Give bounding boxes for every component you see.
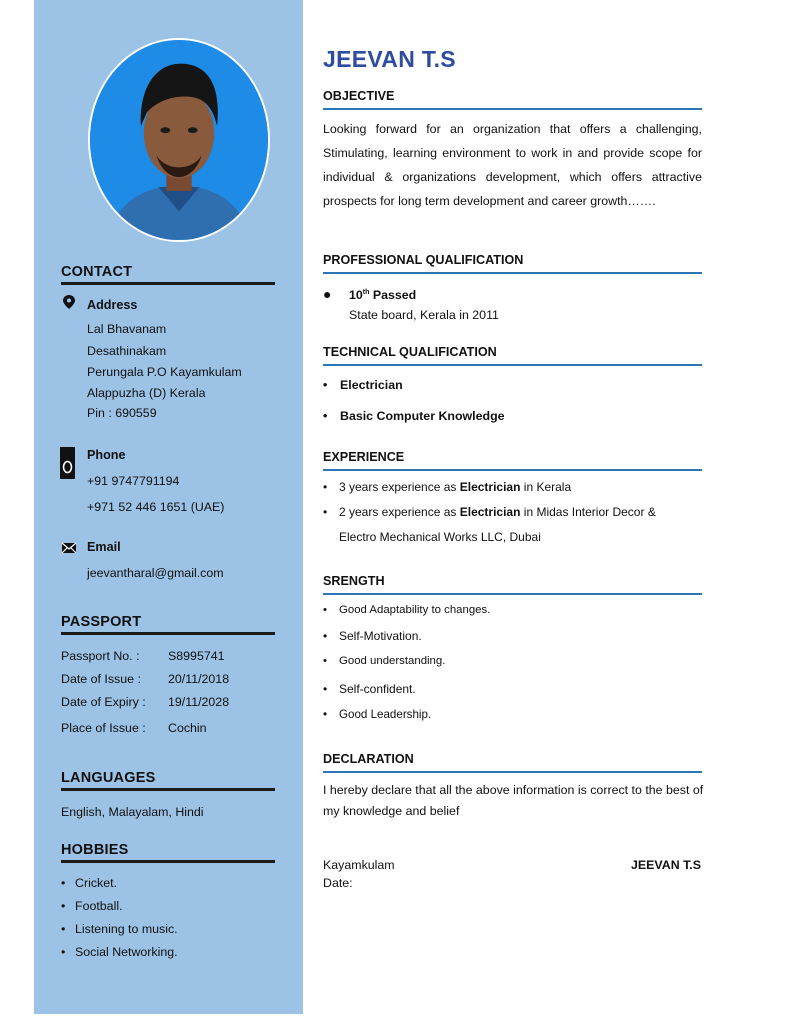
passport-row-value: S8995741 <box>168 649 225 663</box>
strength-item: • Self-confident. <box>323 682 416 696</box>
strength-item: • Self-Motivation. <box>323 629 422 643</box>
experience-heading: EXPERIENCE <box>323 450 702 471</box>
passport-row-label: Date of Issue : <box>61 672 141 686</box>
hobby-text: Cricket. <box>75 876 117 890</box>
signature-name: JEEVAN T.S <box>630 858 701 872</box>
qualification-detail: State board, Kerala in 2011 <box>349 308 499 322</box>
strength-text: Good Adaptability to changes. <box>339 604 491 616</box>
objective-heading: OBJECTIVE <box>323 89 702 110</box>
languages-heading: LANGUAGES <box>61 770 275 791</box>
profile-photo <box>88 38 270 242</box>
technical-item: • Electrician <box>323 378 403 392</box>
strength-text: Self-confident. <box>339 682 416 696</box>
hobby-item: • Football. <box>61 899 123 913</box>
experience-pre: 2 years experience as <box>339 505 460 519</box>
contact-heading: CONTACT <box>61 264 275 285</box>
passport-row-label: Date of Expiry : <box>61 695 146 709</box>
strength-item: • Good Adaptability to changes. <box>323 604 491 616</box>
passport-row <box>61 649 225 663</box>
passport-heading: PASSPORT <box>61 614 275 635</box>
hobby-item: • Listening to music. <box>61 922 178 936</box>
address-line: Desathinakam <box>87 344 167 358</box>
languages-text: English, Malayalam, Hindi <box>61 805 204 819</box>
phone-number[interactable]: +91 9747791194 <box>87 474 180 488</box>
hobby-item: • Social Networking. <box>61 945 178 959</box>
strength-text: Good understanding. <box>339 655 446 667</box>
phone-icon <box>60 447 75 479</box>
person-avatar-icon <box>90 40 268 240</box>
passport-row-value: 19/11/2028 <box>168 695 230 709</box>
hobby-text: Social Networking. <box>75 945 178 959</box>
strength-text: Good Leadership. <box>339 708 432 721</box>
email-envelope-icon <box>61 540 77 556</box>
objective-text: Looking forward for an organization that offers a challenging, Stimulating, learning environment to work in and provide scope for individual & organizations development, which offers attractive prospects for long term development and career growth……. <box>323 122 702 208</box>
declaration-date-label: Date: <box>323 876 353 890</box>
passport-row <box>61 695 229 709</box>
experience-item: • 3 years experience as Electrician in Kerala <box>323 480 572 494</box>
experience-item: • 2 years experience as Electrician in Midas Interior Decor & <box>323 505 656 519</box>
experience-post: in Midas Interior Decor & <box>520 505 656 519</box>
declaration-place: Kayamkulam <box>323 858 395 872</box>
qualification-degree-suffix: th <box>362 288 370 296</box>
hobby-text: Listening to music. <box>75 922 178 936</box>
location-pin-icon <box>61 294 77 310</box>
passport-row-label: Place of Issue : <box>61 721 146 735</box>
professional-qualification-heading: PROFESSIONAL QUALIFICATION <box>323 253 702 274</box>
address-line: Lal Bhavanam <box>87 322 167 336</box>
declaration-text: I hereby declare that all the above information is correct to the best of my knowledge and belief <box>323 783 704 818</box>
technical-text: Electrician <box>340 378 403 392</box>
strength-text: Self-Motivation. <box>339 629 422 643</box>
passport-row <box>61 672 229 686</box>
declaration-heading: DECLARATION <box>323 752 702 773</box>
strength-item: • Good understanding. <box>323 655 446 667</box>
qualification-degree-rest: Passed <box>369 288 417 302</box>
qualification-item: ● 10th Passed <box>323 286 417 302</box>
phone-number[interactable]: +971 52 446 1651 (UAE) <box>87 500 225 514</box>
candidate-name: JEEVAN T.S <box>323 46 456 72</box>
strength-heading: SRENGTH <box>323 574 702 595</box>
experience-role: Electrician <box>459 505 521 519</box>
qualification-degree: 10 <box>349 288 363 302</box>
phone-label: Phone <box>87 448 126 462</box>
strength-item: • Good Leadership. <box>323 708 432 721</box>
technical-item: • Basic Computer Knowledge <box>323 409 505 423</box>
address-label: Address <box>87 298 138 312</box>
experience-post: in Kerala <box>520 480 572 494</box>
email-address[interactable]: jeevantharal@gmail.com <box>87 566 224 580</box>
address-line: Pin : 690559 <box>87 406 157 420</box>
hobbies-heading: HOBBIES <box>61 842 275 863</box>
email-label: Email <box>87 540 121 554</box>
passport-row <box>61 721 207 735</box>
address-line: Alappuzha (D) Kerala <box>87 386 206 400</box>
technical-text: Basic Computer Knowledge <box>340 409 505 423</box>
passport-row-value: Cochin <box>168 721 207 735</box>
hobby-text: Football. <box>75 899 123 913</box>
address-line: Perungala P.O Kayamkulam <box>87 365 242 379</box>
passport-row-value: 20/11/2018 <box>168 672 230 686</box>
technical-qualification-heading: TECHNICAL QUALIFICATION <box>323 345 702 366</box>
experience-pre: 3 years experience as <box>339 480 460 494</box>
passport-row-label: Passport No. : <box>61 649 140 663</box>
hobby-item: • Cricket. <box>61 876 117 890</box>
experience-role: Electrician <box>459 480 521 494</box>
experience-continuation: Electro Mechanical Works LLC, Dubai <box>339 530 541 544</box>
